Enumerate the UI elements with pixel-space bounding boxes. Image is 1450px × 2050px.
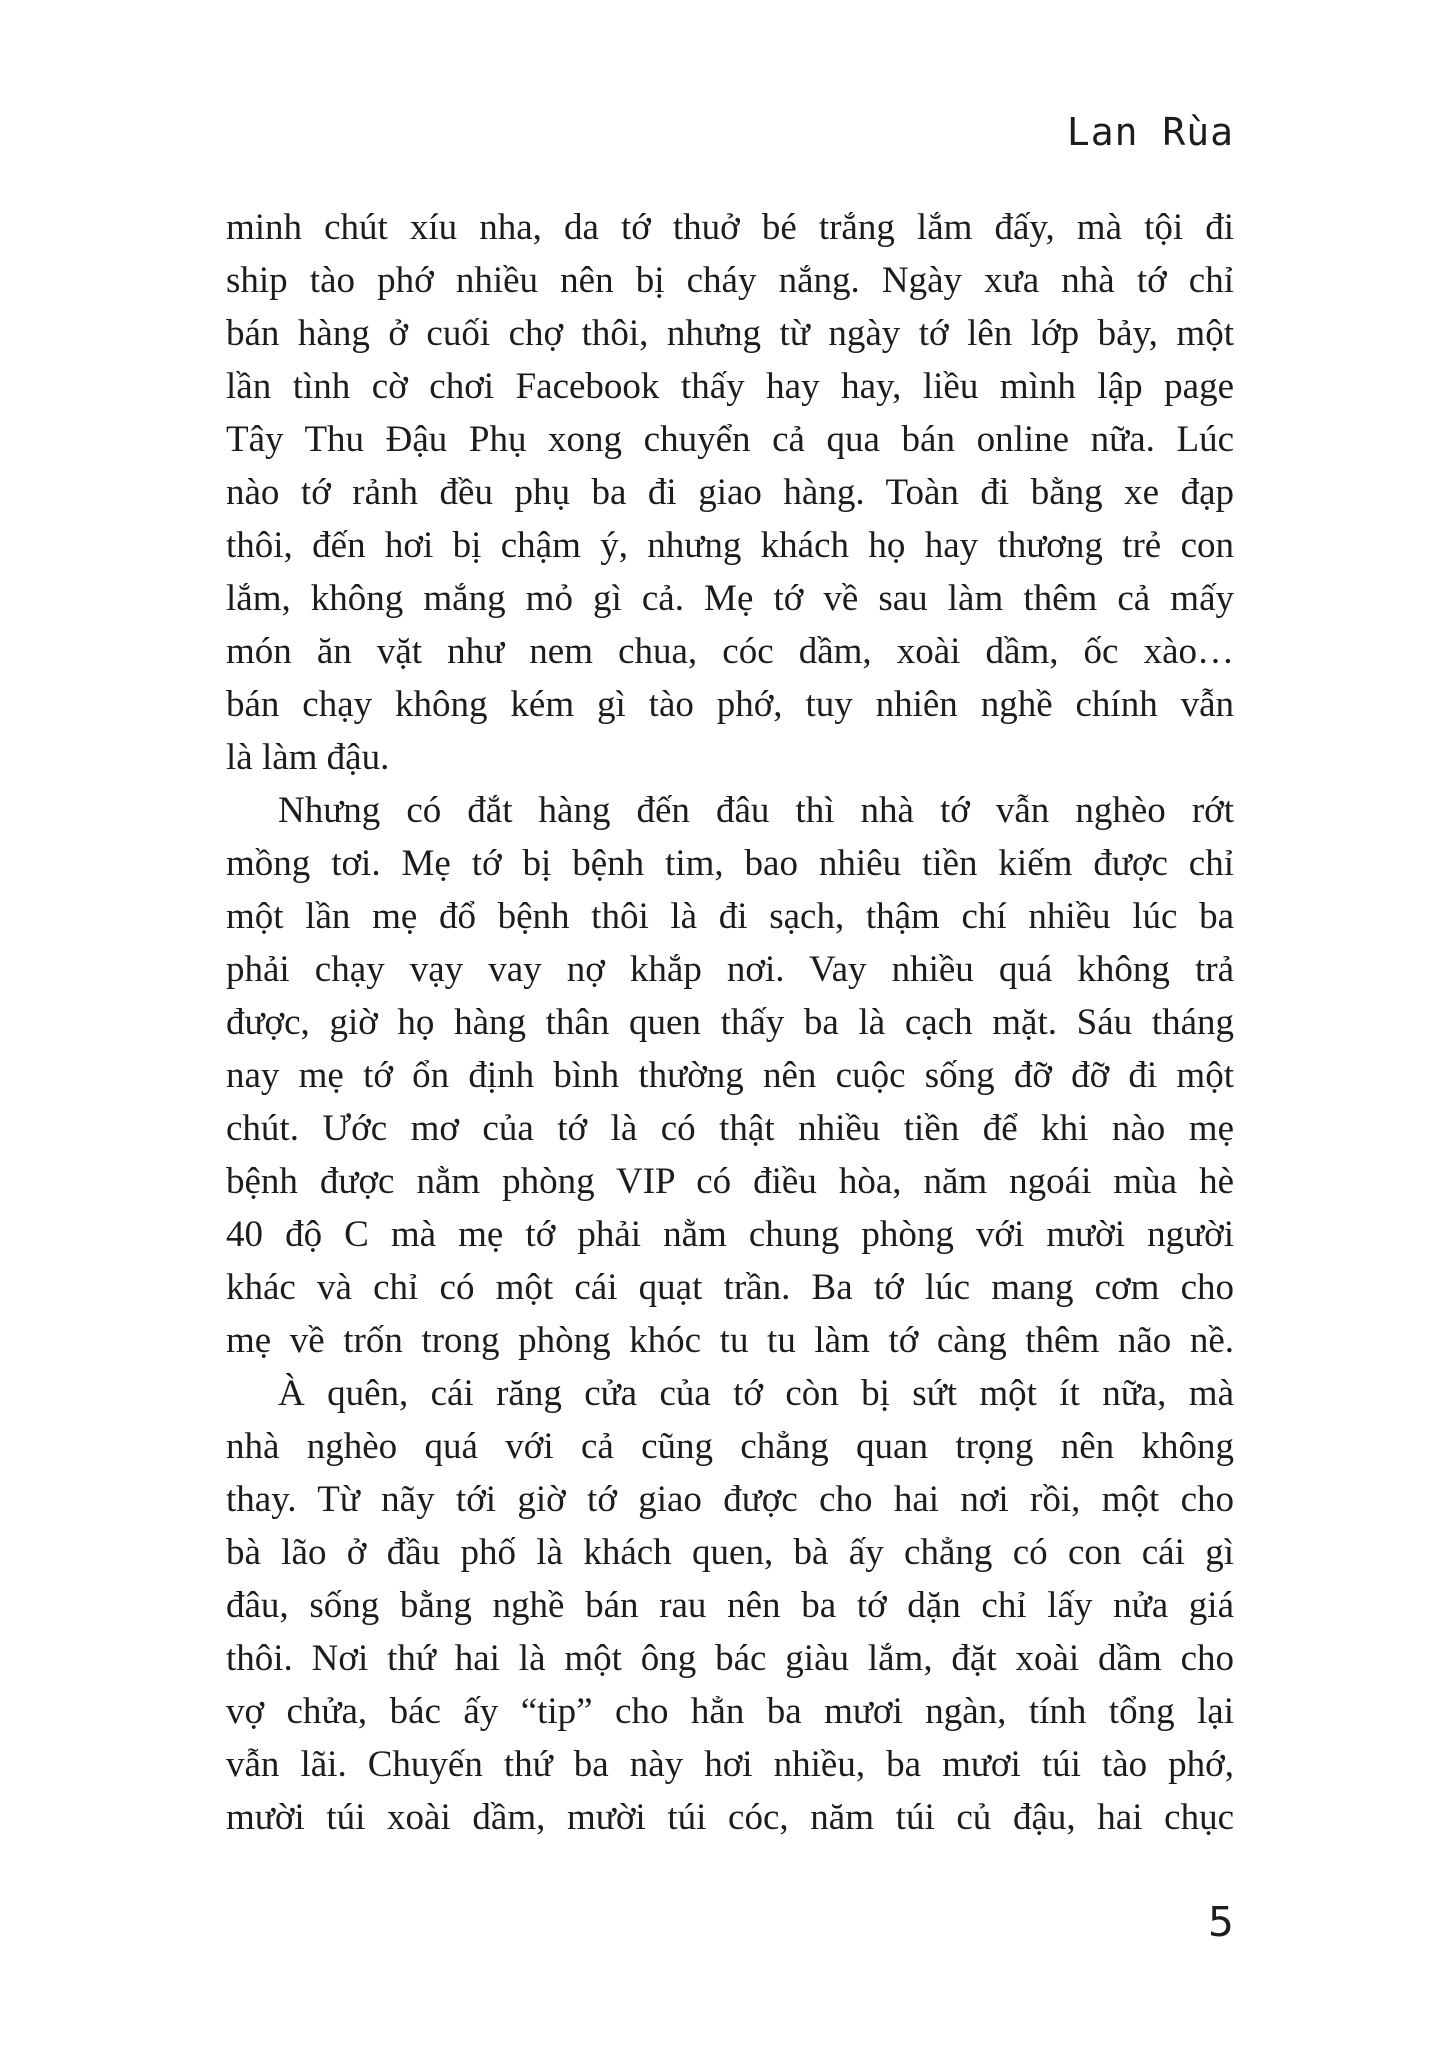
text-line: bệnh được nằm phòng VIP có điều hòa, năm ngoái mùa hè bbox=[226, 1161, 1234, 1202]
text-line: À quên, cái răng cửa của tớ còn bị sứt một ít nữa, mà bbox=[278, 1373, 1234, 1414]
text-line: mười túi xoài dầm, mười túi cóc, năm túi củ đậu, hai chục bbox=[226, 1797, 1234, 1838]
text-line: bán hàng ở cuối chợ thôi, nhưng từ ngày tớ lên lớp bảy, một bbox=[226, 313, 1234, 354]
text-line: chút. Ước mơ của tớ là có thật nhiều tiền để khi nào mẹ bbox=[226, 1108, 1234, 1149]
text-line: khác và chỉ có một cái quạt trần. Ba tớ lúc mang cơm cho bbox=[226, 1267, 1234, 1308]
body-text bbox=[226, 201, 1234, 1844]
text-line: lần tình cờ chơi Facebook thấy hay hay, liều mình lập page bbox=[226, 366, 1234, 407]
text-line: Nhưng có đắt hàng đến đâu thì nhà tớ vẫn nghèo rớt bbox=[278, 790, 1234, 831]
text-line: phải chạy vạy vay nợ khắp nơi. Vay nhiều quá không trả bbox=[226, 949, 1234, 990]
running-header-author: Lan Rùa bbox=[1066, 110, 1234, 154]
text-line: bà lão ở đầu phố là khách quen, bà ấy chẳng có con cái gì bbox=[226, 1532, 1234, 1573]
text-line: ship tào phớ nhiều nên bị cháy nắng. Ngày xưa nhà tớ chỉ bbox=[226, 260, 1234, 301]
text-line: thôi, đến hơi bị chậm ý, nhưng khách họ hay thương trẻ con bbox=[226, 525, 1234, 566]
text-line: vợ chửa, bác ấy “tip” cho hẳn ba mươi ngàn, tính tổng lại bbox=[226, 1691, 1234, 1732]
text-line: là làm đậu. bbox=[226, 737, 390, 778]
text-line: mẹ về trốn trong phòng khóc tu tu làm tớ càng thêm não nề. bbox=[226, 1320, 1234, 1361]
text-line: nào tớ rảnh đều phụ ba đi giao hàng. Toàn đi bằng xe đạp bbox=[226, 472, 1234, 513]
text-line: lắm, không mắng mỏ gì cả. Mẹ tớ về sau làm thêm cả mấy bbox=[226, 578, 1234, 619]
text-line: thôi. Nơi thứ hai là một ông bác giàu lắm, đặt xoài dầm cho bbox=[226, 1638, 1234, 1679]
page-number: 5 bbox=[1207, 1898, 1234, 1946]
text-line: minh chút xíu nha, da tớ thuở bé trắng lắm đấy, mà tội đi bbox=[226, 207, 1234, 248]
text-line: một lần mẹ đổ bệnh thôi là đi sạch, thậm chí nhiều lúc ba bbox=[226, 896, 1234, 937]
text-line: đâu, sống bằng nghề bán rau nên ba tớ dặn chỉ lấy nửa giá bbox=[226, 1585, 1234, 1626]
text-line: mồng tơi. Mẹ tớ bị bệnh tim, bao nhiêu tiền kiếm được chỉ bbox=[226, 843, 1234, 884]
text-line: vẫn lãi. Chuyến thứ ba này hơi nhiều, ba mươi túi tào phớ, bbox=[226, 1744, 1234, 1785]
text-line: nay mẹ tớ ổn định bình thường nên cuộc sống đỡ đỡ đi một bbox=[226, 1055, 1234, 1096]
text-line: nhà nghèo quá với cả cũng chẳng quan trọng nên không bbox=[226, 1426, 1234, 1467]
text-line: món ăn vặt như nem chua, cóc dầm, xoài dầm, ốc xào… bbox=[226, 631, 1234, 672]
text-line: bán chạy không kém gì tào phớ, tuy nhiên nghề chính vẫn bbox=[226, 684, 1234, 725]
text-line: thay. Từ nãy tới giờ tớ giao được cho hai nơi rồi, một cho bbox=[226, 1479, 1234, 1520]
text-line: 40 độ C mà mẹ tớ phải nằm chung phòng với mười người bbox=[226, 1214, 1234, 1255]
text-line: được, giờ họ hàng thân quen thấy ba là cạch mặt. Sáu tháng bbox=[226, 1002, 1234, 1043]
text-line: Tây Thu Đậu Phụ xong chuyển cả qua bán online nữa. Lúc bbox=[226, 419, 1234, 460]
